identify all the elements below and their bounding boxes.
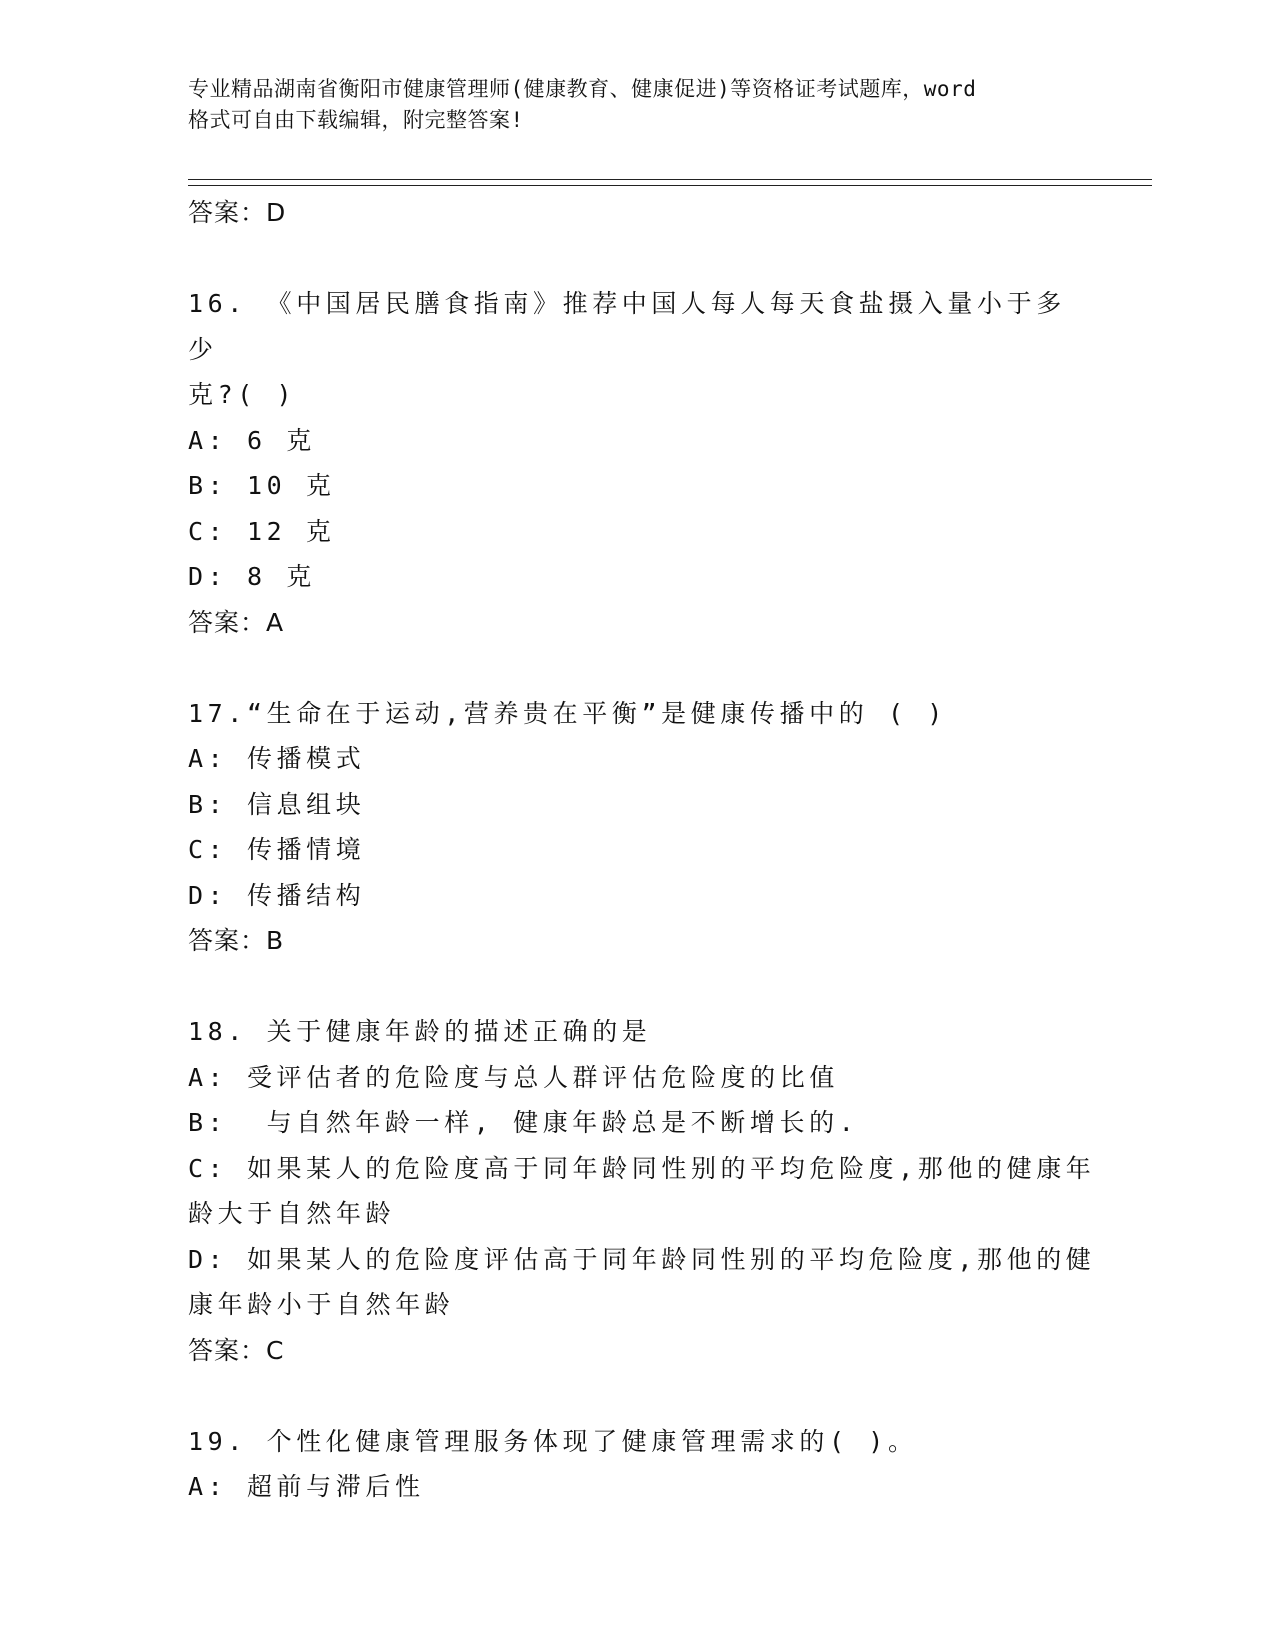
question-17-option-b: B: 信息组块 (188, 789, 366, 819)
question-18-text: 18. 关于健康年龄的描述正确的是 (188, 1017, 652, 1046)
question-18-option-d-line-2: 康年龄小于自然年龄 (188, 1290, 455, 1319)
question-17-answer: 答案：B (188, 926, 285, 955)
question-18 (188, 1009, 1096, 1373)
question-16-text-line-2: 克?( ) (188, 380, 297, 409)
question-16-answer: 答案：A (188, 607, 285, 637)
question-16-option-a: A: 6 克 (188, 425, 316, 455)
question-19-option-a: A: 超前与滞后性 (188, 1472, 425, 1501)
header-divider (188, 179, 1152, 180)
header-line-2: 格式可自由下载编辑，附完整答案! (188, 108, 524, 132)
document-body (188, 190, 1096, 1510)
question-17-option-a: A: 传播模式 (188, 744, 366, 773)
question-16-option-d: D: 8 克 (188, 562, 316, 591)
header-line-1: 专业精品湖南省衡阳市健康管理师(健康教育、健康促进)等资格证考试题库，word (188, 77, 977, 101)
question-16 (188, 281, 1088, 645)
question-16-text-line-1: 16. 《中国居民膳食指南》推荐中国人每人每天食盐摄入量小于多少 (188, 289, 1066, 364)
question-17-option-c: C: 传播情境 (188, 835, 366, 864)
header-divider-second (188, 185, 1152, 186)
question-18-option-d-line-1: D: 如果某人的危险度评估高于同年龄同性别的平均危险度,那他的健 (188, 1244, 1096, 1274)
question-17-option-d: D: 传播结构 (188, 880, 366, 910)
question-19-text: 19. 个性化健康管理服务体现了健康管理需求的( )。 (188, 1426, 918, 1456)
question-18-answer: 答案：C (188, 1335, 285, 1365)
question-16-option-c: C: 12 克 (188, 516, 336, 546)
question-19 (188, 1419, 1088, 1510)
question-18-option-a: A: 受评估者的危险度与总人群评估危险度的比值 (188, 1062, 839, 1092)
question-18-option-c-line-2: 龄大于自然年龄 (188, 1199, 396, 1228)
document-header (188, 74, 1088, 136)
question-17 (188, 691, 1088, 964)
question-17-text: 17.“生命在于运动,营养贵在平衡”是健康传播中的 ( ) (188, 698, 947, 728)
question-16-option-b: B: 10 克 (188, 471, 336, 500)
question-18-option-b: B: 与自然年龄一样, 健康年龄总是不断增长的. (188, 1108, 859, 1137)
question-18-option-c-line-1: C: 如果某人的危险度高于同年龄同性别的平均危险度,那他的健康年 (188, 1153, 1096, 1183)
previous-answer: 答案：D (188, 198, 287, 227)
